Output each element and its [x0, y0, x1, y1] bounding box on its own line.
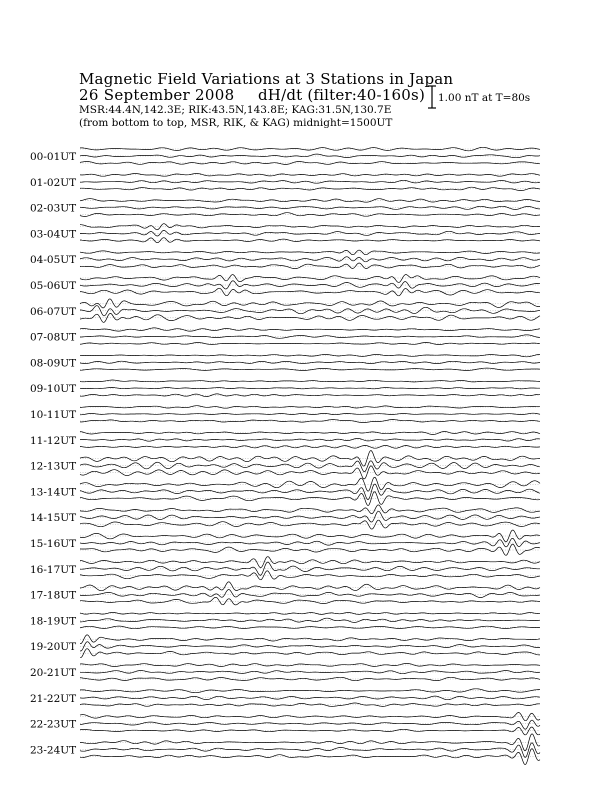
- trace-MSR: [80, 342, 540, 344]
- trace-MSR: [80, 394, 540, 397]
- trace-KAG: [80, 557, 540, 568]
- trace-MSR: [80, 445, 540, 448]
- trace-RIK: [80, 671, 540, 674]
- trace-KAG: [80, 582, 540, 591]
- row-label: 21-22UT: [30, 692, 77, 705]
- row-00-01UT: [30, 147, 540, 164]
- component-label: dH/dt (filter:40-160s): [258, 86, 425, 104]
- row-18-19UT: [30, 612, 540, 628]
- trace-KAG: [80, 224, 540, 230]
- row-19-20UT: [30, 635, 540, 658]
- trace-RIK: [80, 720, 540, 729]
- row-01-02UT: [30, 174, 540, 191]
- trace-MSR: [80, 492, 540, 506]
- trace-RIK: [80, 590, 540, 598]
- trace-MSR: [80, 571, 540, 580]
- trace-KAG: [80, 328, 540, 331]
- row-label: 20-21UT: [30, 667, 77, 679]
- row-15-16UT: [30, 530, 540, 555]
- row-09-10UT: [30, 380, 540, 397]
- row-label: 00-01UT: [30, 151, 77, 163]
- trace-rows: [30, 147, 540, 764]
- scale-bar: [428, 86, 436, 108]
- row-label: 02-03UT: [30, 202, 77, 215]
- trace-RIK: [80, 154, 540, 158]
- trace-KAG: [80, 299, 540, 308]
- trace-MSR: [80, 420, 540, 423]
- row-label: 15-16UT: [30, 538, 77, 550]
- row-07-08UT: [30, 328, 540, 345]
- row-10-11UT: [30, 406, 540, 423]
- scale-bar-label: 1.00 nT at T=80s: [438, 92, 531, 104]
- row-label: 19-20UT: [30, 641, 77, 654]
- row-label: 04-05UT: [30, 254, 77, 267]
- trace-KAG: [80, 199, 540, 203]
- trace-RIK: [80, 461, 540, 472]
- trace-MSR: [80, 213, 540, 217]
- row-label: 03-04UT: [30, 228, 77, 241]
- row-22-23UT: [30, 713, 540, 735]
- row-label: 05-06UT: [30, 280, 77, 292]
- trace-MSR: [80, 727, 540, 735]
- trace-MSR: [80, 677, 540, 680]
- row-23-24UT: [30, 734, 540, 765]
- trace-MSR: [80, 162, 540, 165]
- row-label: 23-24UT: [30, 744, 77, 757]
- chart-title: Magnetic Field Variations at 3 Stations in Japan: [79, 70, 454, 88]
- row-14-15UT: [30, 505, 540, 529]
- row-17-18UT: [30, 582, 540, 605]
- trace-order-note: (from bottom to top, MSR, RIK, & KAG) midnight=1500UT: [79, 117, 393, 129]
- row-03-04UT: [30, 224, 540, 243]
- row-12-13UT: [30, 451, 540, 480]
- row-label: 16-17UT: [30, 563, 77, 576]
- trace-RIK: [80, 387, 540, 389]
- row-02-03UT: [30, 199, 540, 217]
- trace-RIK: [80, 511, 540, 522]
- row-label: 17-18UT: [30, 589, 77, 602]
- trace-MSR: [80, 544, 540, 555]
- trace-MSR: [80, 263, 540, 269]
- row-label: 09-10UT: [30, 383, 77, 396]
- trace-RIK: [80, 180, 540, 183]
- row-label: 14-15UT: [30, 512, 77, 525]
- row-label: 10-11UT: [30, 409, 77, 421]
- row-21-22UT: [30, 689, 540, 707]
- row-06-07UT: [30, 299, 540, 323]
- row-13-14UT: [30, 477, 540, 505]
- row-label: 06-07UT: [30, 305, 77, 318]
- trace-MSR: [80, 597, 540, 605]
- row-16-17UT: [30, 557, 540, 580]
- row-label: 12-13UT: [30, 460, 77, 473]
- trace-KAG: [80, 432, 540, 435]
- row-label: 01-02UT: [30, 176, 77, 189]
- trace-KAG: [80, 406, 540, 409]
- trace-KAG: [80, 505, 540, 514]
- row-05-06UT: [30, 275, 540, 296]
- row-label: 08-09UT: [30, 357, 77, 370]
- trace-RIK: [80, 538, 540, 547]
- trace-RIK: [80, 206, 540, 209]
- row-label: 11-12UT: [30, 434, 77, 447]
- station-list: MSR:44.4N,142.3E; RIK:43.5N,143.8E; KAG:31.5N,130.7E: [79, 104, 392, 116]
- trace-MSR: [80, 238, 540, 243]
- trace-KAG: [80, 663, 540, 666]
- trace-KAG: [80, 275, 540, 283]
- trace-RIK: [80, 335, 540, 338]
- row-04-05UT: [30, 250, 540, 269]
- row-label: 13-14UT: [30, 486, 77, 499]
- row-label: 22-23UT: [30, 718, 77, 731]
- chart-date: 26 September 2008: [79, 86, 235, 104]
- trace-KAG: [80, 713, 540, 721]
- row-label: 07-08UT: [30, 331, 77, 344]
- trace-MSR: [80, 703, 540, 706]
- row-label: 18-19UT: [30, 615, 77, 628]
- trace-MSR: [80, 520, 540, 529]
- trace-RIK: [80, 257, 540, 262]
- row-20-21UT: [30, 663, 540, 680]
- trace-RIK: [80, 743, 540, 758]
- trace-KAG: [80, 380, 540, 382]
- row-11-12UT: [30, 432, 540, 449]
- row-08-09UT: [30, 354, 540, 370]
- trace-MSR: [80, 288, 540, 296]
- trace-RIK: [80, 484, 540, 500]
